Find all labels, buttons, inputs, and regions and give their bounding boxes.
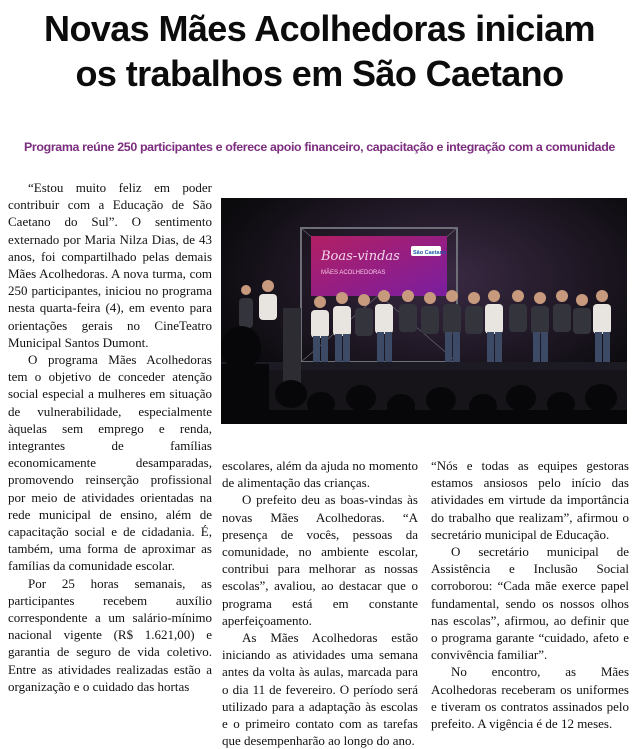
screen-title: Boas-vindas [321,249,400,264]
event-photo [221,198,627,424]
article-column-3 [431,457,629,732]
headline [0,6,639,96]
article-column-1 [8,179,212,695]
headline-line-1: Novas Mães Acolhedoras iniciam [44,8,595,49]
screen-subtitle: MÃES ACOLHEDORAS [321,270,386,276]
paragraph: As Mães Acolhedoras estão iniciando as atividades uma semana antes da volta às aulas, marcada para o dia 11 de fevereiro. O período será utilizado para a adaptação às escolas e o primeiro contato com as tarefas que desempenharão ao longo do ano. [222,630,418,749]
paragraph: escolares, além da ajuda no momento de alimentação das crianças. [222,458,418,491]
paragraph: No encontro, as Mães Acolhedoras receberam os uniformes e tiveram os contratos assinados pelo prefeito. A vigência é de 12 meses. [431,664,629,732]
subheadline: Programa reúne 250 participantes e oferece apoio financeiro, capacitação e integração com a comunidade [24,140,615,154]
screen-logo: São Caetano [413,250,447,256]
paragraph: “Nós e todas as equipes gestoras estamos ansiosos pelo início das atividades em virtude da importância do trabalho que realizam”, afirmou o secretário municipal de Educação. [431,458,629,542]
event-screen [311,236,447,296]
article-column-2 [222,457,418,749]
paragraph: “Estou muito feliz em poder contribuir com a Educação de São Caetano do Sul”. O sentimento externado por Maria Nilza Dias, de 43 anos, foi compartilhado pelas demais Mães Acolhedoras. A nova turma, com 250 participantes, iniciou no programa nesta quarta-feira (4), em evento para orientações gerais no CineTeatro Municipal Santos Dumont. [8,180,212,350]
paragraph: Por 25 horas semanais, as participantes recebem auxílio correspondente a um salário-mínimo nacional vigente (R$ 1.621,00) e garantia de seguro de vida coletivo. Entre as atividades realizadas estão a organização e o cuidado das hortas [8,575,212,694]
podium [283,308,301,388]
paragraph: O programa Mães Acolhedoras tem o objetivo de conceder atenção social especial a mulheres em situação de vulnerabilidade, especialmente àquelas sem emprego e renda, integrantes de famílias economicamente desamparadas, promovendo reinserção profissional por meio de atividades orientadas na rede municipal de ensino, além de capacitação social e de cidadania. É, também, uma forma de aproximar as famílias da comunidade escolar. [8,352,212,574]
headline-line-2: os trabalhos em São Caetano [75,53,564,94]
paragraph: O prefeito deu as boas-vindas às novas Mães Acolhedoras. “A presença de vocês, pessoas da comunidade, no ambiente escolar, contribui para melhorar as nossas escolas”, avaliou, ao destacar que o programa está em constante aperfeiçoamento. [222,492,418,628]
paragraph: O secretário municipal de Assistência e Inclusão Social corroborou: “Cada mãe exerce papel fundamental, sendo os nossos olhos nas escolas”, afirmou, ao definir que o programa garante “cuidado, afeto e convivência familiar”. [431,544,629,663]
